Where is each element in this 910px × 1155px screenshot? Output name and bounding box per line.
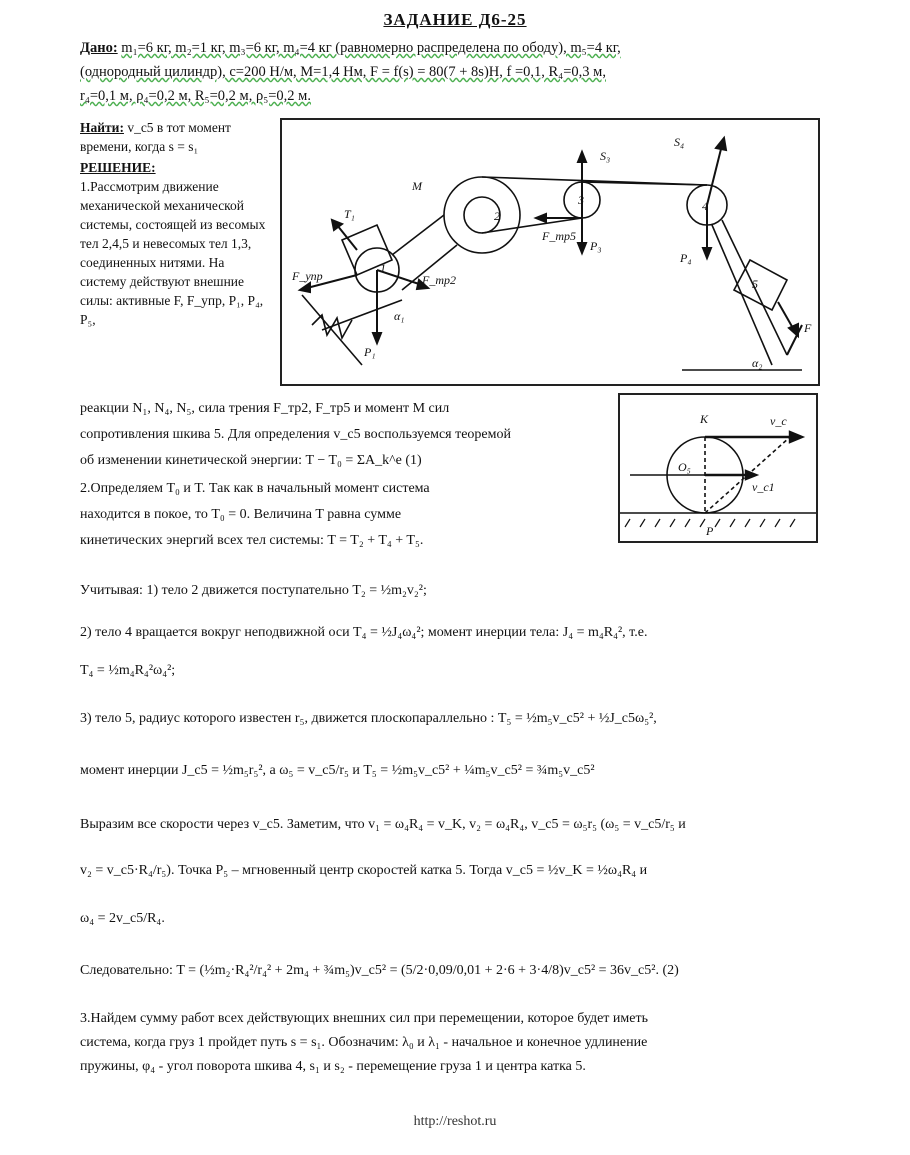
paragraph-line: система, когда груз 1 пройдет путь s = s₁. Обозначим: λ₀ и λ₁ - начальное и конечное удлинение [80,1035,648,1050]
paragraph-line: момент инерции J_c5 = ½m₅r₅², a ω₅ = v_c5/r₅ и T₅ = ½m₅v_c5² + ¼m₅v_c5² = ¾m₅v_c5² [80,763,595,778]
page-title: ЗАДАНИЕ Д6-25 [383,10,527,29]
label-alpha2: α₂ [752,356,763,370]
label-s3: S₃ [600,149,611,163]
label-5: 5 [752,277,758,291]
label-p3: P₃ [590,239,602,253]
label-p1: P₁ [364,345,376,359]
paragraph-line: об изменении кинетической энергии: T − T₀ = ΣA_k^e (1) [80,453,422,468]
mechanism-figure [280,118,820,386]
find-label: Найти: [80,120,124,135]
kinematics-figure [618,393,818,543]
given-line-3: r₄=0,1 м, ρ₄=0,2 м, R₅=0,2 м, ρ₅=0,2 м. [80,88,311,104]
find-solution-column [80,118,270,329]
paragraph-line: 3) тело 5, радиус которого известен r₅, движется плоскопараллельно : T₅ = ½m₅v_c5² + ½J_c5ω₅², [80,711,657,726]
footer-url[interactable]: http://reshot.ru [413,1114,497,1129]
paragraph-line: Следовательно: T = (½m₂·R₄²/r₄² + 2m₄ + ¾m₅)v_c5² = (5/2·0,09/0,01 + 2·6 + 3·4/8)v_c5² = 36v_c5². (2) [80,963,679,978]
paragraph-line: пружины, φ₄ - угол поворота шкива 4, s₁ и s₂ - перемещение груза 1 и центра катка 5. [80,1059,586,1074]
label-ftr2: F_тр2 [422,273,456,287]
solution-text: 1.Рассмотрим движение механической механической системы, состоящей из весомых тел 2,4,5 и невесомых тел 1,3, соединенных нитями. На систему действуют внешние силы: активные F, F_упр, P₁, P₄, P₅, [80,179,266,327]
label-s4: S₄ [674,135,685,149]
find-text: v_c5 в тот момент времени, когда s = s₁ [80,120,231,154]
paragraph-line: реакции N₁, N₄, N₅, сила трения F_тр2, F_тр5 и момент M сил [80,401,450,416]
given-label: Дано: [80,40,118,56]
label-k: K [700,412,709,426]
given-line-2: (однородный цилиндр), c=200 Н/м, M=1,4 Нм, F = f(s) = 80(7 + 8s)Н, f =0,1, R₄=0,3 м, [80,64,606,80]
paragraph-line: v₂ = v_c5·R₄/r₅). Точка P₅ – мгновенный центр скоростей катка 5. Тогда v_c5 = ½v_K = ½ω₄R₄ и [80,863,648,878]
paragraph-line: кинетических энергий всех тел системы: T = T₂ + T₄ + T₅. [80,533,424,548]
paragraph-line: Выразим все скорости через v_c5. Заметим, что v₁ = ω₄R₄ = v_K, v₂ = ω₄R₄, v_c5 = ω₅r₅ (ω₅ = v_c5/r₅ и [80,817,686,832]
mechanism-drawing [282,120,818,384]
label-o5: O₅ [678,460,691,474]
label-p: P [706,524,714,538]
label-p4: P₄ [680,251,692,265]
kinematics-drawing [620,395,816,541]
paragraph-line: Учитывая: 1) тело 2 движется поступательно T₂ = ½m₂v₂²; [80,583,427,598]
given-line-1 [80,36,840,60]
label-fupr: F_упр [292,269,323,283]
label-alpha1: α₁ [394,309,405,323]
solution-label: РЕШЕНИЕ: [80,160,156,175]
label-m: M [412,179,422,193]
label-vc: v_c [770,414,787,428]
label-4: 4 [702,199,708,213]
paragraph-block-2 [80,582,820,1082]
paragraph-block-1 [80,400,610,558]
paragraph-line: ω₄ = 2v_c5/R₄. [80,911,165,926]
given-block [80,36,840,108]
label-ftr5: F_тр5 [542,229,576,243]
given-text-1: m₁=6 кг, m₂=1 кг, m₃=6 кг, m₄=4 кг (равномерно распределена по ободу), m₅=4 кг, [121,40,621,56]
paragraph-line: 2.Определяем T₀ и T. Так как в начальный момент система [80,481,430,496]
find-block [80,118,270,156]
label-vc1: v_c1 [752,480,775,494]
paragraph-line: T₄ = ½m₄R₄²ω₄²; [80,663,176,678]
paragraph-line: находится в покое, то T₀ = 0. Величина T равна сумме [80,507,402,522]
label-f: F [804,321,812,335]
paragraph-line: 3.Найдем сумму работ всех действующих внешних сил при перемещении, которое будет иметь [80,1011,648,1026]
label-1: 1 [380,261,386,275]
label-2: 2 [494,209,500,223]
paragraph-line: 2) тело 4 вращается вокруг неподвижной оси T₄ = ½J₄ω₄²; момент инерции тела: J₄ = m₄R₄², т.е. [80,625,648,640]
label-3: 3 [578,193,584,207]
paragraph-line: сопротивления шкива 5. Для определения v_c5 воспользуемся теоремой [80,427,511,442]
label-t1: T₁ [344,207,355,221]
